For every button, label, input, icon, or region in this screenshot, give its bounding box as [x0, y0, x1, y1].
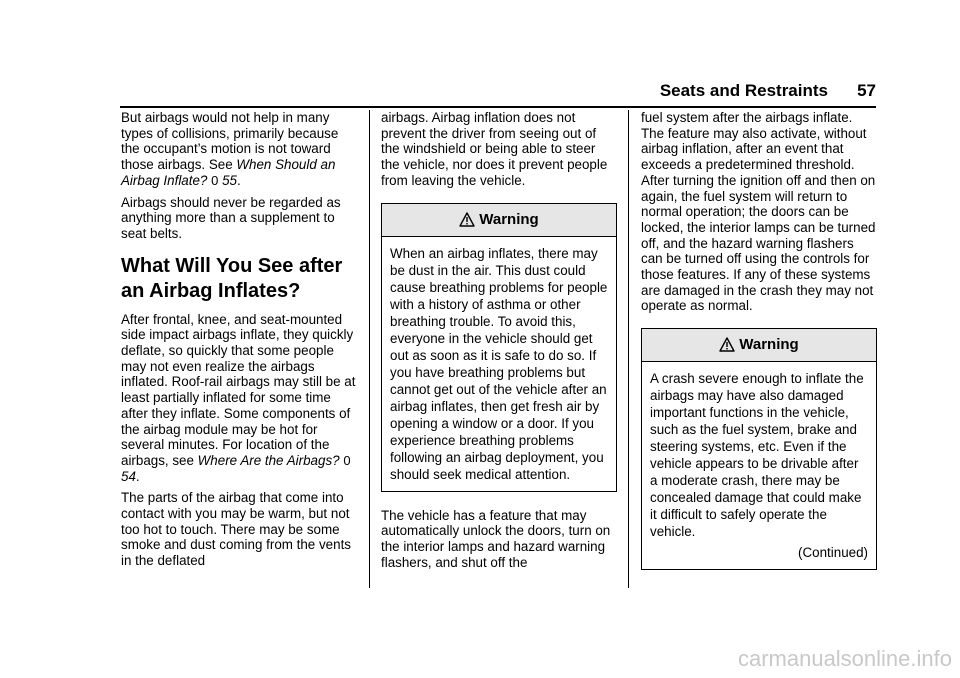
continued-label: (Continued) [798, 545, 868, 561]
paragraph: Airbags should never be regarded as anything more than a supplement to seat belts. [121, 194, 341, 241]
column-middle [381, 110, 617, 576]
warning-title: Warning [739, 336, 799, 354]
warning-title: Warning [479, 210, 539, 228]
cross-reference-page[interactable]: 55 [222, 172, 237, 188]
paragraph: The vehicle has a feature that may automatically unlock the doors, turn on the interior lamps and hazard warning flashers, and shut off the [381, 507, 611, 570]
cross-reference-link[interactable]: When Should an Airbag Inflate? [121, 157, 336, 188]
paragraph: After frontal, knee, and seat-mounted side impact airbags inflate, they quickly deflate, so quickly that some people may not even realize the airbags inflated. Roof-rail airbags may still be at least partially inflated for some time after they inflate. Some components of the airbag module may be hot for several minutes. For location of the airbags, see Where Are the Airbags? 0 54. [121, 311, 356, 484]
section-title: Seats and Restraints [659, 81, 828, 100]
column-right [641, 110, 877, 586]
page-reference-icon: 0 [211, 172, 219, 188]
warning-header [382, 204, 616, 237]
paragraph: The parts of the airbag that come into contact with you may be warm, but not too hot to touch. There may be some smoke and dust coming from the vents in the deflated [121, 490, 351, 569]
paragraph: fuel system after the airbags inflate. The feature may also activate, without airbag inflation, after an event that exceeds a predetermined threshold. After turning the ignition off and then on again, the fuel system will return to normal operation; the doors can be locked, the interior lamps can be turned off, and the hazard warning flashers can be turned off using the controls for those features. If any of these systems are damaged in the crash they may not operate as normal. [641, 110, 876, 314]
paragraph: airbags. Airbag inflation does not prevent the driver from seeing out of the windshield or being able to steer the vehicle, nor does it prevent people from leaving the vehicle. [381, 110, 608, 188]
watermark: carmanualsonline.info [737, 646, 952, 671]
column-divider [628, 110, 629, 588]
warning-text: When an airbag inflates, there may be dust in the air. This dust could cause breathing problems for people with a history of asthma or other breathing trouble. To avoid this, everyone in the vehicle should get out as soon as it is safe to do so. If you have breathing problems but cannot get out of the vehicle after an airbag inflates, then get fresh air by opening a window or a door. If you experience breathing problems following an airbag deployment, you should seek medical attention. [390, 245, 608, 482]
header-rule [120, 106, 876, 108]
page-header [0, 78, 876, 108]
warning-box [641, 328, 877, 570]
warning-box [381, 203, 617, 492]
column-left [121, 110, 357, 575]
warning-triangle-icon [459, 212, 475, 227]
warning-header [642, 329, 876, 362]
warning-triangle-icon [719, 337, 735, 352]
warning-text: A crash severe enough to inflate the airbags may have also damaged important functions in the vehicle, such as the fuel system, brake and steering systems, etc. Even if the vehicle appears to be drivable after a moderate crash, there may be concealed damage that could make it difficult to safely operate the vehicle. (Continued) [650, 371, 868, 561]
page-reference-icon: 0 [343, 452, 351, 468]
cross-reference-link[interactable]: Where Are the Airbags? [197, 452, 340, 468]
cross-reference-page[interactable]: 54 [121, 468, 136, 484]
column-divider [369, 110, 370, 588]
section-heading: What Will You See after an Airbag Inflates? [121, 254, 343, 302]
page-number: 57 [857, 81, 876, 100]
paragraph: But airbags would not help in many types of collisions, primarily because the occupant’s motion is not toward those airbags. See When Should an Airbag Inflate? 0 55. [121, 110, 339, 188]
